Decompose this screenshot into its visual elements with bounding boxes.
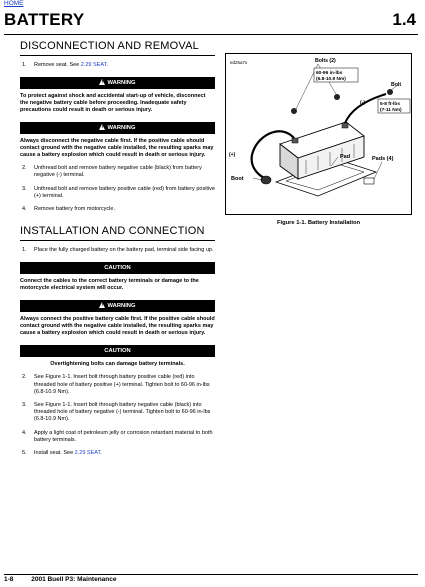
positive-label: (+) bbox=[229, 152, 236, 158]
list-item: 3. Unthread bolt and remove battery positive cable (red) from battery positive (+) terminal. bbox=[22, 185, 215, 199]
negative-label: (-) bbox=[360, 100, 365, 106]
list-item: 4. Apply a light coat of petroleum jelly or corrosion retardant material to both battery terminals. bbox=[22, 429, 213, 443]
bolt-icon bbox=[387, 89, 393, 95]
warning-text: Always connect the positive battery cable first. If the positive cable should contact ground with the negative cable installed, the resulting sparks may cause a battery explosion which could result in death or serious injury. bbox=[20, 316, 215, 337]
home-link[interactable]: HOME bbox=[4, 0, 24, 7]
disconnection-heading: DISCONNECTION AND REMOVAL bbox=[20, 40, 215, 56]
page-number: 1-8 bbox=[4, 576, 14, 583]
pad-label: Pad bbox=[340, 154, 351, 160]
bolt-label: Bolt bbox=[391, 82, 402, 88]
caution-text: Overtightening bolts can damage battery terminals. bbox=[50, 361, 185, 368]
warning-text: Always disconnect the negative cable first. If the positive cable should contact ground with the negative cable installed, the resulting sparks may cause a battery explosion which could result in death or serious injury. bbox=[20, 138, 214, 159]
battery-diagram bbox=[226, 54, 411, 214]
pads-label: Pads (4) bbox=[372, 156, 394, 162]
pad-icon bbox=[364, 178, 374, 184]
warning-banner: !WARNING bbox=[20, 77, 215, 89]
list-item: 2. Unthread bolt and remove battery negative cable (black) from battery negative (-) terminal. bbox=[22, 165, 202, 179]
caution-banner: CAUTION bbox=[20, 345, 215, 357]
bolts-torque-metric-label: (6.8-10.9 Nm) bbox=[316, 77, 346, 82]
main-column bbox=[20, 40, 215, 457]
caution-text: Connect the cables to the correct battery terminals or damage to the motorcycle electrical system will occur. bbox=[20, 278, 199, 292]
warning-text: To protect against shock and accidental start-up of vehicle, disconnect the negative battery cable before proceeding. Inadequate safety precautions could result in death or serious injury. bbox=[20, 93, 206, 114]
warning-icon bbox=[99, 79, 105, 85]
seat-link[interactable]: 2.29 SEAT bbox=[80, 62, 107, 68]
bolt-torque-label: 5-8 ft-lbs bbox=[380, 102, 400, 107]
positive-terminal bbox=[292, 138, 298, 143]
boot-label: Boot bbox=[231, 176, 244, 182]
negative-terminal bbox=[342, 123, 348, 128]
page-header bbox=[4, 8, 418, 35]
figure-caption: Figure 1-1. Battery Installation bbox=[276, 220, 361, 226]
warning-banner: !WARNING bbox=[20, 122, 215, 134]
warning-banner: !WARNING bbox=[20, 300, 215, 312]
page-footer bbox=[4, 574, 418, 583]
seat-link[interactable]: 2.29 SEAT bbox=[74, 450, 101, 457]
page-title: BATTERY bbox=[4, 10, 85, 29]
caution-banner: CAUTION bbox=[20, 262, 215, 274]
section-number: 1.4 bbox=[392, 10, 416, 29]
list-item: 5. Install seat. See 2.29 SEAT. bbox=[22, 450, 102, 457]
bolts-label: Bolts (2) bbox=[315, 58, 336, 64]
bolts-torque-label: 60-96 in-lbs bbox=[316, 71, 343, 76]
list-item: 3. See Figure 1-1. Insert bolt through battery negative cable (black) into threaded hole of battery negative (-) terminal. Tighten bolt to 60-96 in-lbs (6.8-10.9 Nm). bbox=[22, 402, 211, 423]
list-item: 4. Remove battery from motorcycle. bbox=[22, 206, 115, 213]
bolt-icon bbox=[334, 94, 340, 100]
terminal-boot bbox=[261, 176, 271, 184]
list-item: 1. Remove seat. See 2.29 SEAT. bbox=[22, 62, 108, 68]
warning-icon bbox=[99, 124, 105, 130]
list-item: 1. Place the fully charged battery on the battery pad, terminal side facing up. bbox=[22, 247, 214, 254]
document-title: 2001 Buell P3: Maintenance bbox=[31, 576, 117, 583]
battery-installation-figure bbox=[225, 53, 412, 215]
installation-heading: INSTALLATION AND CONNECTION bbox=[20, 225, 215, 241]
figure-id-code: ed25a7x bbox=[230, 60, 248, 65]
bolt-torque-metric-label: (7-11 Nm) bbox=[380, 108, 402, 113]
warning-icon bbox=[99, 302, 105, 308]
list-item: 2. See Figure 1-1. Insert bolt through battery positive cable (red) into threaded hole of battery positive (+) terminal. Tighten bolt to 60-96 in-lbs (6.8-10.9 Nm). bbox=[22, 374, 210, 395]
